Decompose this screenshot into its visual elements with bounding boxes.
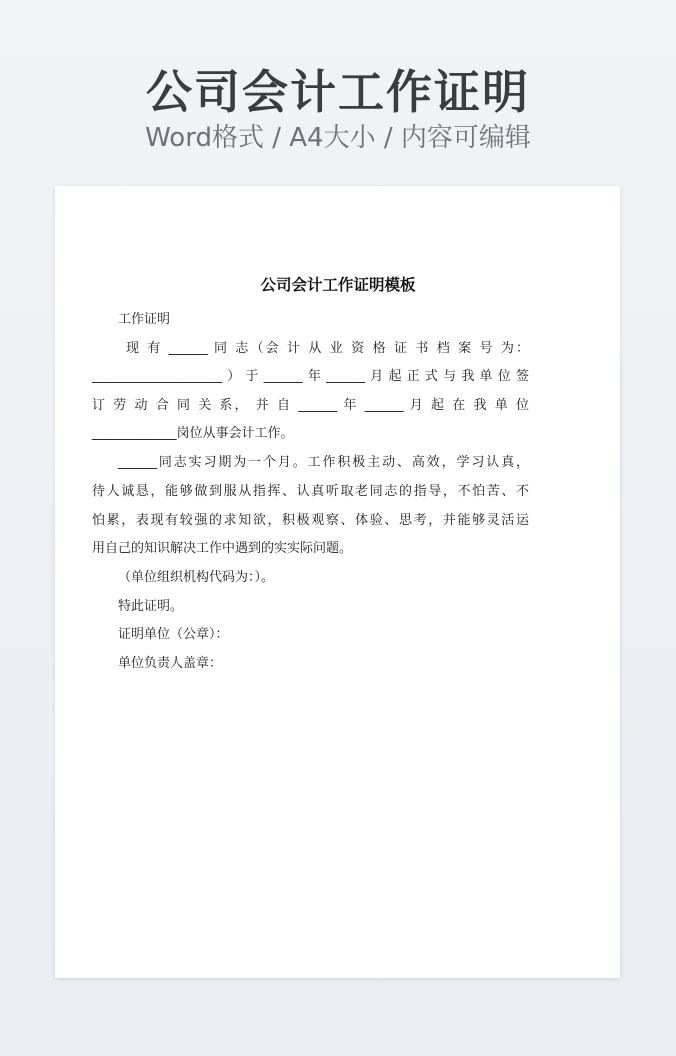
body-line: 单位负责人盖章： xyxy=(118,656,223,671)
body-line: 订 劳 动 合 同 关 系， 并 自 ______ 年 ______ 月 起 在 我 单 位 xyxy=(92,398,529,413)
banner-subtitle: Word格式 / A4大小 / 内容可编辑 xyxy=(145,123,531,153)
banner-title: 公司会计工作证明 xyxy=(146,65,530,119)
document-heading: 工作证明 xyxy=(118,312,171,327)
body-line: 现 有 ______ 同 志（会 计 从 业 资 格 证 书 档 案 号 为： xyxy=(126,341,529,356)
body-line: _____________岗位从事会计工作。 xyxy=(92,426,294,441)
body-line: 待人诚恳，能够做到服从指挥、认真听取老同志的指导，不怕苦、不 xyxy=(92,484,529,499)
body-line: ______同志实习期为一个月。工作积极主动、高效，学习认真， xyxy=(118,455,529,470)
document-title: 公司会计工作证明模板 xyxy=(260,276,416,294)
body-line: （单位组织机构代码为：）。 xyxy=(118,570,275,585)
body-line: 证明单位（公章）： xyxy=(118,627,229,642)
body-line: 用自己的知识解决工作中遇到的实实际问题。 xyxy=(92,541,353,556)
body-line: 特此证明。 xyxy=(118,599,184,614)
body-line: ____________________）于______年______月起正式与我单位签 xyxy=(92,369,529,384)
body-line: 怕累，表现有较强的求知欲，积极观察、体验、思考，并能够灵活运 xyxy=(92,513,529,528)
